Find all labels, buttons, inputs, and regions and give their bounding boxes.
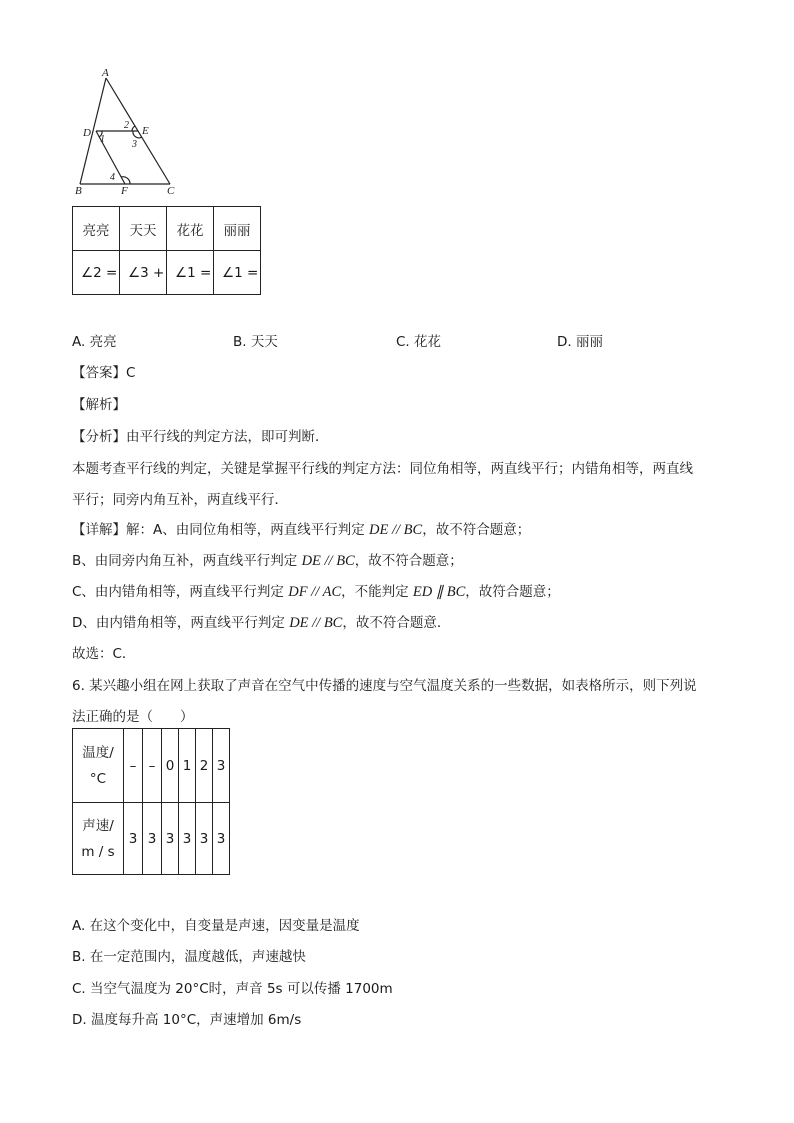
option-letter: A. bbox=[72, 918, 86, 934]
table-cell: 3 bbox=[124, 803, 143, 875]
option-text: 当空气温度为 20°C时，声音 5s 可以传播 1700m bbox=[90, 981, 393, 997]
table-cell: 3 bbox=[143, 803, 162, 875]
fenxi-line bbox=[72, 425, 329, 445]
table-header: 丽丽 bbox=[214, 207, 261, 251]
math-expression: DE // BC bbox=[289, 615, 343, 631]
math-expression: DF // AC bbox=[288, 584, 342, 600]
math-expression: DE // BC bbox=[369, 522, 423, 538]
option-d[interactable] bbox=[72, 1008, 301, 1028]
option-letter: B. bbox=[72, 949, 86, 965]
question-6-line-1: 6. 某兴趣小组在网上获取了声音在空气中传播的速度与空气温度关系的一些数据，如表格所示，则下列说 bbox=[72, 678, 697, 694]
table-cell: 3 bbox=[213, 729, 230, 803]
option-text: 花花 bbox=[414, 334, 442, 350]
option-b[interactable] bbox=[72, 945, 306, 965]
table-header: 天天 bbox=[120, 207, 167, 251]
fenxi-text: 由平行线的判定方法，即可判断． bbox=[126, 429, 329, 445]
option-letter: B. bbox=[233, 334, 247, 350]
label-f: F bbox=[121, 185, 128, 197]
detail-text: D、由内错角相等，两直线平行判定 bbox=[72, 615, 290, 631]
data-table bbox=[72, 728, 230, 875]
option-text: 在这个变化中，自变量是声速，因变量是温度 bbox=[89, 918, 360, 934]
summary-line-2: 平行；同旁内角互补，两直线平行． bbox=[72, 492, 288, 508]
table-cell: – bbox=[143, 729, 162, 803]
table-cell: 0 bbox=[162, 729, 179, 803]
label-d: D bbox=[83, 127, 91, 139]
table-header: 亮亮 bbox=[73, 207, 120, 251]
table-cell: 3 bbox=[179, 803, 196, 875]
detail-text: ，故不符合题意； bbox=[354, 553, 463, 569]
label-angle-2: 2 bbox=[124, 120, 129, 131]
detail-text: B、由同旁内角互补，两直线平行判定 bbox=[72, 553, 302, 569]
table-header: 花花 bbox=[167, 207, 214, 251]
option-d[interactable] bbox=[557, 330, 603, 350]
label-e: E bbox=[142, 125, 149, 137]
detail-text: ，故不符合题意； bbox=[422, 522, 531, 538]
option-letter: D. bbox=[557, 334, 572, 350]
table-cell: 3 bbox=[162, 803, 179, 875]
choose-line: 故选：C． bbox=[72, 646, 136, 662]
option-text: 在一定范围内，温度越低，声速越快 bbox=[89, 949, 306, 965]
option-letter: C. bbox=[396, 334, 410, 350]
table-cell: 3 bbox=[213, 803, 230, 875]
table-cell: – bbox=[124, 729, 143, 803]
table-cell: ∠1 = bbox=[214, 251, 261, 295]
detail-tag: 【详解】 bbox=[72, 522, 126, 538]
detail-text: ，不能判定 bbox=[341, 584, 413, 600]
option-text: 温度每升高 10°C，声速增加 6m/s bbox=[90, 1012, 302, 1028]
math-expression: DE // BC bbox=[301, 553, 355, 569]
analysis-tag: 【解析】 bbox=[72, 397, 126, 413]
answer-table bbox=[72, 206, 261, 295]
option-letter: A. bbox=[72, 334, 86, 350]
angle-arc-2 bbox=[132, 126, 135, 131]
option-a[interactable] bbox=[72, 914, 360, 934]
table-cell: ∠2 = bbox=[73, 251, 120, 295]
option-c[interactable] bbox=[396, 330, 441, 350]
label-angle-1: 1 bbox=[100, 134, 105, 145]
table-cell: 2 bbox=[196, 729, 213, 803]
summary-line-1: 本题考查平行线的判定，关键是掌握平行线的判定方法：同位角相等，两直线平行；内错角相等，两直线 bbox=[72, 461, 693, 477]
label-b: B bbox=[75, 185, 82, 197]
option-letter: D. bbox=[72, 1012, 87, 1028]
option-c[interactable] bbox=[72, 977, 393, 997]
detail-line-a bbox=[72, 518, 530, 539]
option-letter: C. bbox=[72, 981, 86, 997]
label-angle-4: 4 bbox=[110, 172, 115, 183]
label-c: C bbox=[167, 185, 175, 197]
label-a: A bbox=[102, 67, 109, 79]
option-a[interactable] bbox=[72, 330, 117, 350]
row-header-temperature: 温度/ °C bbox=[73, 729, 124, 803]
label-angle-3: 3 bbox=[132, 139, 137, 150]
detail-text: ，故符合题意； bbox=[465, 584, 560, 600]
detail-text: ，故不符合题意． bbox=[342, 615, 451, 631]
table-cell: ∠1 = bbox=[167, 251, 214, 295]
table-cell: 3 bbox=[196, 803, 213, 875]
detail-text: C、由内错角相等，两直线平行判定 bbox=[72, 584, 289, 600]
geometry-figure bbox=[70, 66, 190, 200]
option-text: 丽丽 bbox=[575, 334, 603, 350]
answer-value: C bbox=[126, 365, 136, 381]
fenxi-tag: 【分析】 bbox=[72, 429, 126, 445]
answer-tag: 【答案】 bbox=[72, 365, 126, 381]
option-text: 天天 bbox=[250, 334, 278, 350]
answer-line bbox=[72, 361, 135, 381]
table-cell: 1 bbox=[179, 729, 196, 803]
detail-text: 解：A、由同位角相等，两直线平行判定 bbox=[126, 522, 370, 538]
question-6-line-2: 法正确的是（ ） bbox=[72, 709, 194, 725]
option-b[interactable] bbox=[233, 330, 278, 350]
math-expression: ED ∥ BC bbox=[412, 584, 466, 600]
option-text: 亮亮 bbox=[89, 334, 117, 350]
row-header-speed: 声速/ m / s bbox=[73, 803, 124, 875]
detail-line-c bbox=[72, 580, 560, 601]
detail-line-d bbox=[72, 611, 450, 632]
table-cell: ∠3 + bbox=[120, 251, 167, 295]
detail-line-b bbox=[72, 549, 463, 570]
